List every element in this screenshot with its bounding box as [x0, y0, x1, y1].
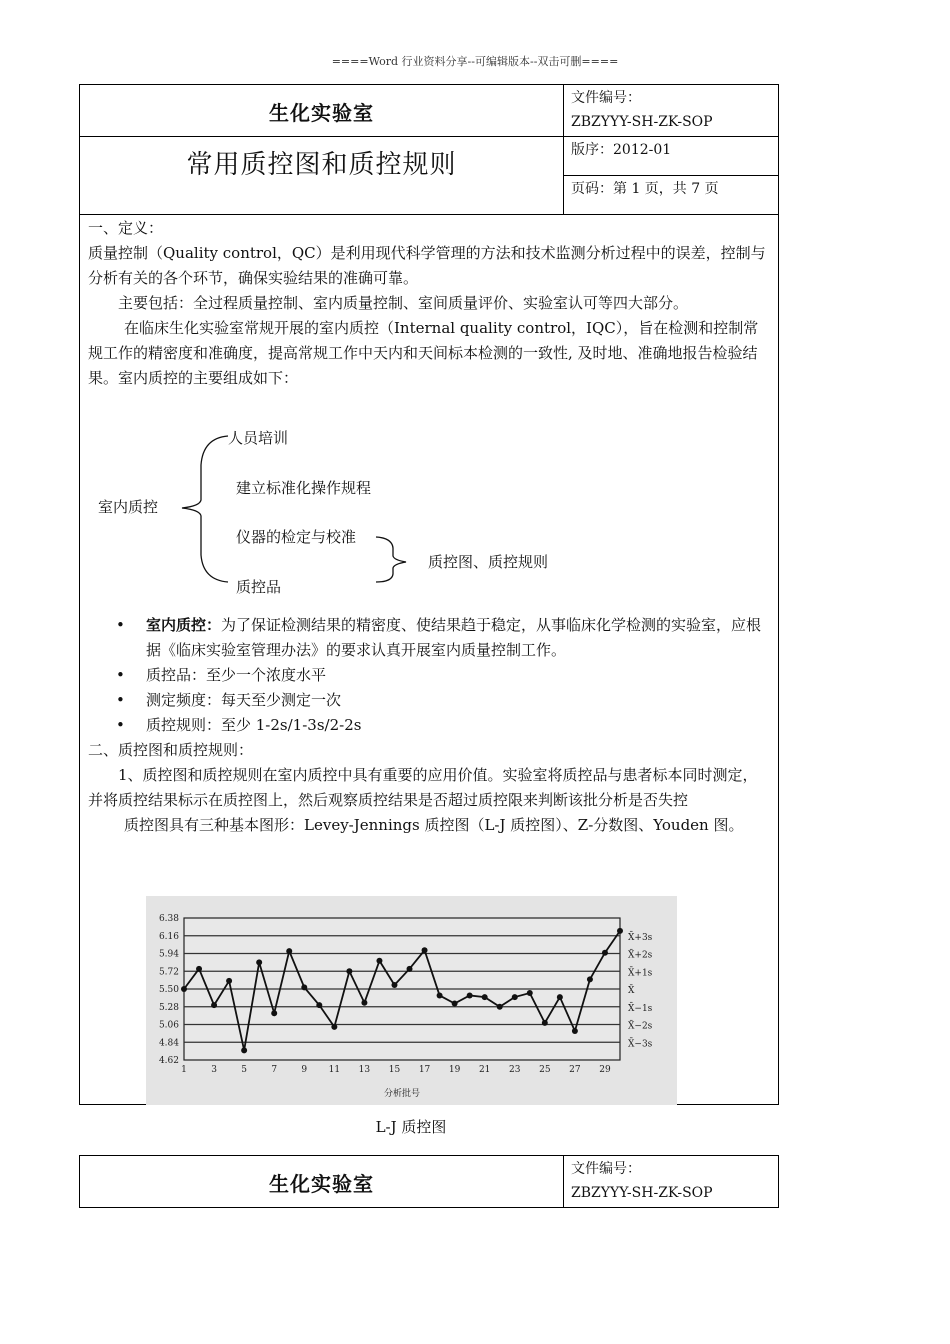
data-point [181, 986, 187, 992]
iqc-components-diagram [88, 420, 771, 610]
next-page-header [79, 1155, 779, 1208]
data-point [331, 1024, 337, 1030]
y-tick-label: 5.50 [158, 985, 179, 995]
control-line-label: X̄−3s [628, 1039, 653, 1050]
control-line-label: X̄+1s [628, 968, 653, 979]
x-tick-label: 21 [478, 1065, 491, 1075]
x-tick-label: 3 [211, 1065, 217, 1075]
section-2-heading: 二、质控图和质控规则： [88, 741, 254, 759]
x-tick-label: 1 [181, 1065, 187, 1075]
doc-no: ZBZYYY-SH-ZK-SOP [571, 114, 713, 130]
control-line-label: X̄−2s [628, 1021, 653, 1032]
data-point [467, 992, 473, 998]
x-tick-label: 15 [388, 1065, 401, 1075]
control-line-label: X̄+3s [628, 932, 653, 943]
lj-chart-image [146, 896, 677, 1105]
data-point [346, 968, 352, 974]
x-tick-label: 27 [569, 1065, 581, 1075]
doc-no-label: 文件编号： [571, 90, 641, 106]
data-point [316, 1002, 322, 1008]
y-tick-label: 5.72 [158, 967, 179, 978]
bullet-rules: • 质控规则：至少 1-2s/1-3s/2-2s [116, 716, 362, 734]
paragraph-iqc: 在临床生化实验室常规开展的室内质控（Internal quality control，IQC），旨在检测和控制常规工作的精密度和准确度，提高常规工作中天内和天间标本检测的一致性, 及时地、准确地报告检验结果。室内质控的主要组成如下： [88, 319, 759, 387]
control-line-label: X̄ [628, 986, 635, 996]
paragraph-chart-types: 质控图具有三种基本图形：Levey-Jennings 质控图（L-J 质控图）、Z-分数图、Youden 图。 [124, 816, 744, 834]
x-tick-label: 7 [271, 1065, 278, 1075]
lj-chart [146, 896, 677, 1105]
bullet-iqc-text: 为了保证检测结果的精密度、使结果趋于稳定，从事临床化学检测的实验室，应根据《临床实验室管理办法》的要求认真开展室内质量控制工作。 [146, 616, 762, 659]
mindmap-item-sop: 建立标准化操作规程 [236, 479, 372, 497]
control-line-label: X̄+2s [628, 950, 653, 961]
mindmap-item-training: 人员培训 [228, 429, 289, 447]
y-tick-label: 6.16 [158, 931, 179, 942]
data-point [527, 990, 533, 996]
data-point [482, 994, 488, 1000]
y-tick-label: 4.84 [158, 1038, 179, 1049]
brace-lines [88, 420, 771, 610]
section-1-heading: 一、定义： [88, 219, 164, 237]
data-point [602, 950, 608, 956]
data-point [617, 928, 623, 934]
doc-title: 常用质控图和质控规则 [186, 150, 457, 180]
y-tick-label: 5.28 [158, 1002, 179, 1013]
mindmap-root: 室内质控 [98, 498, 159, 516]
data-point [196, 966, 202, 972]
x-axis-label: 分析批号 [383, 1089, 421, 1099]
data-point [557, 994, 563, 1000]
data-point [587, 976, 593, 982]
data-point [301, 984, 307, 990]
version: 版序：2012-01 [571, 142, 672, 158]
bullet-iqc-term: 室内质控： [146, 616, 222, 634]
bullet-text: 质控规则：至少 1-2s/1-3s/2-2s [146, 716, 362, 734]
x-tick-label: 13 [358, 1065, 371, 1075]
data-point [211, 1002, 217, 1008]
x-tick-label: 11 [328, 1065, 341, 1075]
bullet-frequency: • 测定频度：每天至少测定一次 [116, 691, 342, 709]
data-point [407, 966, 413, 972]
data-point [271, 1010, 277, 1016]
bullet-text: 质控品：至少一个浓度水平 [146, 666, 327, 684]
mindmap-item-calibration: 仪器的检定与校准 [236, 528, 357, 546]
control-line-label: X̄−1s [628, 1003, 653, 1014]
x-tick-label: 17 [418, 1065, 431, 1075]
bullet-control-material: • 质控品：至少一个浓度水平 [116, 666, 327, 684]
y-tick-label: 5.94 [158, 949, 179, 960]
paragraph-qc-scope: 主要包括：全过程质量控制、室内质量控制、室间质量评价、实验室认可等四大部分。 [118, 294, 689, 312]
x-tick-label: 29 [599, 1065, 611, 1075]
chart-caption: L-J 质控图 [375, 1118, 447, 1136]
paragraph-qc-chart-value: 1、质控图和质控规则在室内质控中具有重要的应用价值。实验室将质控品与患者标本同时测定，并将质控结果标示在质控图上，然后观察质控结果是否超过质控限来判断该批分析是否失控 [88, 766, 758, 809]
doc-no: ZBZYYY-SH-ZK-SOP [571, 1185, 713, 1201]
x-tick-label: 5 [241, 1065, 248, 1075]
data-point [452, 1001, 458, 1007]
x-tick-label: 9 [301, 1065, 308, 1075]
data-point [361, 1000, 367, 1006]
lab-name: 生化实验室 [269, 1172, 374, 1196]
x-tick-label: 19 [448, 1065, 461, 1075]
paragraph-qc-definition: 质量控制（Quality control，QC）是利用现代科学管理的方法和技术监测分析过程中的误差，控制与分析有关的各个环节，确保实验结果的准确可靠。 [88, 244, 766, 287]
mindmap-result: 质控图、质控规则 [428, 553, 549, 571]
data-point [422, 947, 428, 953]
page-note: ====Word 行业资料分享--可编辑版本--双击可删==== [331, 55, 619, 68]
page-count: 页码：第 1 页，共 7 页 [571, 181, 719, 197]
data-point [572, 1028, 578, 1034]
y-tick-label: 6.38 [158, 914, 179, 924]
data-point [437, 992, 443, 998]
y-tick-label: 4.62 [158, 1056, 179, 1066]
data-point [256, 959, 262, 965]
x-tick-label: 23 [509, 1065, 521, 1075]
data-point [286, 948, 292, 954]
mindmap-item-control-material: 质控品 [236, 578, 282, 596]
data-point [376, 958, 382, 964]
data-point [542, 1020, 548, 1026]
data-point [391, 982, 397, 988]
data-point [497, 1004, 503, 1010]
doc-no-label: 文件编号： [571, 1161, 641, 1177]
y-tick-label: 5.06 [158, 1020, 179, 1031]
bullet-text: 测定频度：每天至少测定一次 [146, 691, 342, 709]
data-point [226, 978, 232, 984]
data-point [512, 994, 518, 1000]
lab-name: 生化实验室 [269, 101, 374, 125]
data-point [241, 1047, 247, 1053]
bullet-iqc: • 室内质控：为了保证检测结果的精密度、使结果趋于稳定，从事临床化学检测的实验室，应根据《临床实验室管理办法》的要求认真开展室内质量控制工作。 [116, 616, 762, 659]
x-tick-label: 25 [539, 1065, 551, 1075]
